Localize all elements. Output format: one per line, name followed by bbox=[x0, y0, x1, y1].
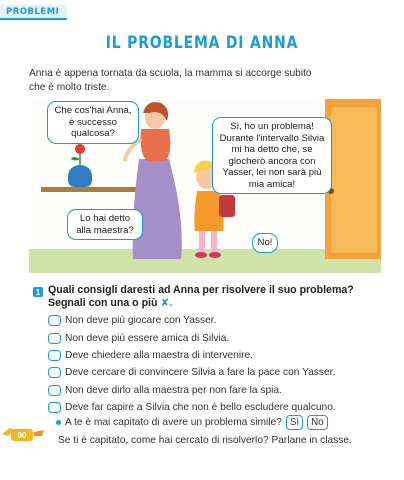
follow-up-section bbox=[56, 414, 376, 446]
option-item[interactable] bbox=[48, 329, 336, 346]
option-item[interactable] bbox=[48, 347, 336, 364]
question-line-2-text: Segnali con una o più bbox=[48, 297, 158, 309]
option-checkbox[interactable] bbox=[48, 367, 61, 378]
follow-up-question-row bbox=[56, 414, 376, 430]
option-label: Deve chiedere alla maestra di intervenire. bbox=[65, 349, 253, 361]
speech-bubble-anna-2: No! bbox=[252, 233, 278, 253]
question-line-1: Quali consigli daresti ad Anna per risolvere il suo problema? bbox=[48, 284, 354, 296]
follow-up-instruction: Se ti è capitato, come hai cercato di risolverlo? Parlane in classe. bbox=[58, 435, 352, 446]
bullet-icon bbox=[56, 420, 61, 425]
question-number-badge: 1 bbox=[33, 287, 43, 297]
option-label: Non deve più giocare con Yasser. bbox=[65, 315, 217, 327]
question-text bbox=[48, 284, 368, 310]
follow-up-question: A te è mai capitato di avere un problema simile? bbox=[65, 416, 282, 428]
option-checkbox[interactable] bbox=[48, 385, 61, 396]
option-item[interactable] bbox=[48, 312, 336, 329]
speech-bubble-mom-1: Che cos'hai Anna, è successo qualcosa? bbox=[47, 101, 139, 144]
question-line-2 bbox=[48, 297, 368, 310]
section-tab bbox=[0, 5, 67, 20]
option-label: Deve cercare di convincere Silvia a fare la pace con Yasser. bbox=[65, 367, 336, 379]
option-checkbox[interactable] bbox=[48, 333, 61, 344]
speech-bubble-anna-1: Sì, ho un problema! Durante l'intervallo Silvia mi ha detto che, se giocherò ancora con Yasser, lei non sarà più mia amica! bbox=[212, 117, 332, 194]
option-checkbox[interactable] bbox=[48, 315, 61, 326]
no-box[interactable]: No bbox=[307, 415, 328, 430]
option-item[interactable] bbox=[48, 382, 336, 399]
option-label: Non deve più essere amica di Silvia. bbox=[65, 332, 230, 344]
option-label: Non deve dirlo alla maestra per non fare la spia. bbox=[65, 384, 282, 396]
cross-mark-icon: ✘. bbox=[160, 297, 173, 309]
option-checkbox[interactable] bbox=[48, 402, 61, 413]
intro-text: Anna è appena tornata da scuola, la mamma si accorge subito che è molto triste. bbox=[29, 68, 312, 93]
page-number: 80 bbox=[11, 429, 33, 441]
section-label: PROBLEMI bbox=[6, 6, 60, 17]
page-title: IL PROBLEMA DI ANNA bbox=[105, 33, 299, 53]
option-item[interactable] bbox=[48, 364, 336, 381]
answer-options bbox=[48, 312, 336, 416]
yes-box[interactable]: Sì bbox=[286, 415, 303, 430]
page-number-decoration bbox=[0, 420, 46, 444]
option-label: Deve far capire a Silvia che non è bello escludere qualcuno. bbox=[65, 402, 336, 414]
option-checkbox[interactable] bbox=[48, 350, 61, 361]
speech-bubble-mom-2: Lo hai detto alla maestra? bbox=[67, 209, 143, 240]
